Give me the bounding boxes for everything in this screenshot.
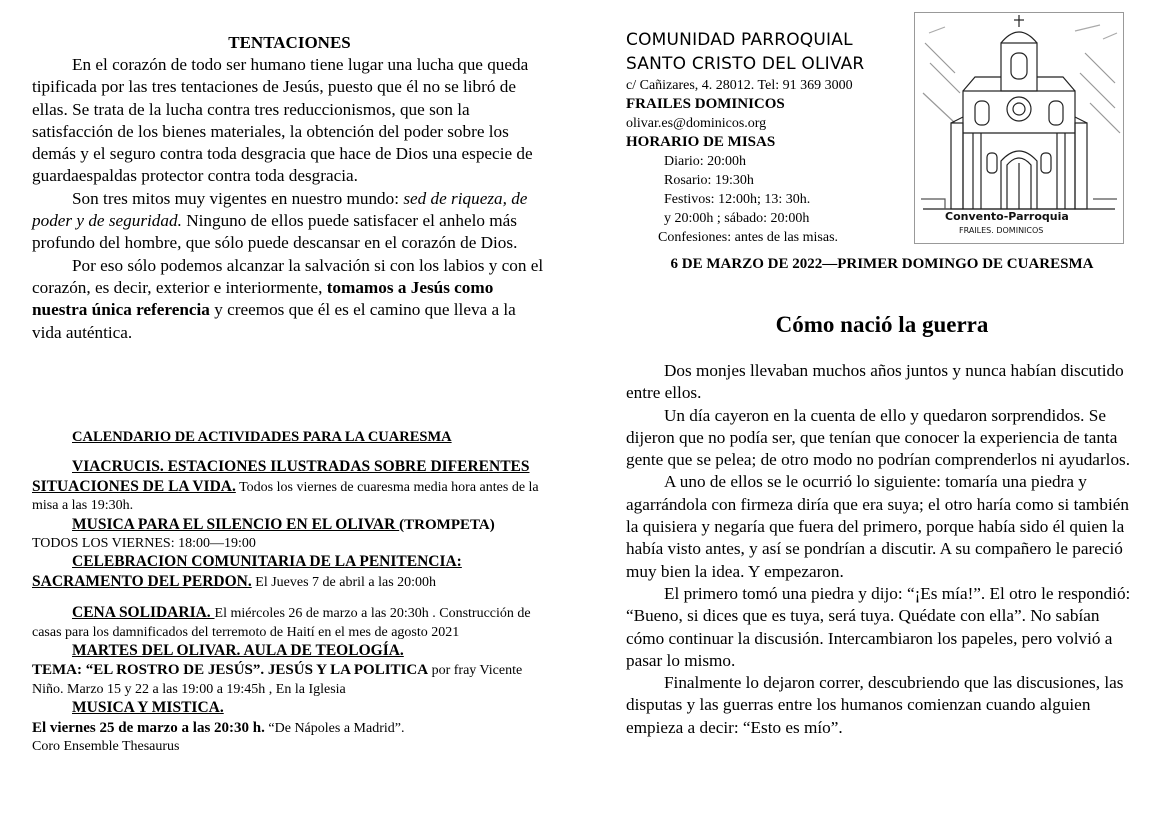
church-caption-2: FRAILES. DOMINICOS — [959, 226, 1044, 235]
paragraph: Dos monjes llevaban muchos años juntos y nunca habían discutido entre ellos. — [626, 361, 1124, 403]
cena-item: CENA SOLIDARIA. El miércoles 26 de marzo a las 20:30h . Construcción de casas para los damnificados del terremoto de Haití en el mes de agosto 2021 — [32, 604, 531, 640]
musica-mistica-item: El viernes 25 de marzo a las 20:30 h. “De Nápoles a Madrid”. — [32, 719, 405, 736]
tema-item: TEMA: “EL ROSTRO DE JESÚS”. JESÚS Y LA POLITICA por fray Vicente Niño. Marzo 15 y 22 a las 19:00 a 19:45h , En la Iglesia — [32, 662, 523, 697]
confesiones-line: Confesiones: antes de las misas. — [658, 230, 839, 245]
parish-header — [626, 28, 926, 247]
musica-item: MUSICA PARA EL SILENCIO EN EL OLIVAR (TROMPETA) — [72, 515, 495, 533]
story-text — [626, 360, 1138, 739]
hours-line: y 20:00h ; sábado: 20:00h — [664, 211, 810, 226]
email: olivar.es@dominicos.org — [626, 116, 767, 131]
date-line: 6 DE MARZO DE 2022—PRIMER DOMINGO DE CUARESMA — [670, 256, 1094, 272]
frailes-label: FRAILES DOMINICOS — [626, 96, 785, 112]
paragraph: Finalmente lo dejaron correr, descubriendo que las discusiones, las disputas y las guerras entre los humanos comienzan cuando alguien empieza a decir: “Esto es mío”. — [626, 673, 1124, 737]
church-drawing-icon — [915, 13, 1123, 243]
story-title: Cómo nació la guerra — [775, 312, 989, 337]
martes-title: MARTES DEL OLIVAR. AULA DE TEOLOGÍA. — [72, 642, 404, 660]
hours-line: Rosario: 19:30h — [664, 173, 754, 188]
musica-mistica-title: MUSICA Y MISTICA. — [72, 699, 224, 717]
paragraph: A uno de ellos se le ocurrió lo siguiente: tomaría una piedra y agarrándola con firmeza diría que era suya; el otro haría como si también la quisiera y negaría que fuera del primero, porque había sido él quien la había visto antes, y así se pondrían a discutir. A su compañero le pareció muy bien la idea. Y empezaron. — [626, 472, 1129, 581]
address: c/ Cañizares, 4. 28012. Tel: 91 369 3000 — [626, 78, 853, 93]
hours-line: Festivos: 12:00h; 13: 30h. — [664, 192, 811, 207]
celebracion-item: CELEBRACION COMUNITARIA DE LA PENITENCIA: SACRAMENTO DEL PERDON. El Jueves 7 de abril a las 20:00h — [32, 553, 462, 590]
paragraph: Un día cayeron en la cuenta de ello y quedaron sorprendidos. Se dijeron que no podía ser, que tenían que conocer la experiencia de tanta gente que se pelea; de otro modo no podrían comprenderlos ni ayudarlos. — [626, 405, 1131, 470]
horario-label: HORARIO DE MISAS — [626, 134, 776, 150]
section-heading-tentaciones: TENTACIONES — [228, 33, 351, 52]
org-name-1: COMUNIDAD PARROQUIAL — [626, 30, 853, 50]
calendar-heading: CALENDARIO DE ACTIVIDADES PARA LA CUARESMA — [72, 429, 452, 445]
musica-text: TODOS LOS VIERNES: 18:00—19:00 — [32, 536, 256, 552]
org-name-2: SANTO CRISTO DEL OLIVAR — [626, 54, 865, 74]
church-caption-1: Convento-Parroquia — [945, 210, 1069, 223]
paragraph: El primero tomó una piedra y dijo: “¡Es mía!”. El otro le respondió: “Bueno, si dices que es tuya, será tuya. Quédate con ella”. No sabían cómo continuar la discusión. Intercambiaron los papeles, pero volvió a pasar lo mismo. — [626, 583, 1131, 670]
paragraph: Son tres mitos muy vigentes en nuestro mundo: sed de riqueza, de poder y de seguridad. Ninguno de ellos puede satisfacer el anhelo más profundo del hombre, que sólo puede descansar en el corazón de Dios. — [32, 188, 528, 253]
church-illustration — [914, 12, 1124, 244]
viacrucis-item: VIACRUCIS. ESTACIONES ILUSTRADAS SOBRE DIFERENTES SITUACIONES DE LA VIDA. Todos los viernes de cuaresma media hora antes de la misa a las 19:30h. — [32, 458, 539, 514]
tentaciones-text — [32, 54, 547, 344]
paragraph: Por eso sólo podemos alcanzar la salvación si con los labios y con el corazón, es decir, exterior e interiormente, tomamos a Jesús como nuestra única referencia y creemos que él es el camino que lleva a la vida auténtica. — [32, 255, 544, 342]
calendar-section — [32, 428, 552, 757]
paragraph: En el corazón de todo ser humano tiene lugar una lucha que queda tipificada por las tres tentaciones de Jesús, puesto que él no se libró de ellas. Se trata de la lucha contra tres reduccionismos, que son la satisfacción de los bienes materiales, la obtención del poder sobre los demás y el seguro contra toda desgracia que hace de Dios una especie de guardaespaldas protector contra toda desgracia. — [32, 55, 533, 186]
coro-text: Coro Ensemble Thesaurus — [32, 739, 180, 755]
hours-line: Diario: 20:00h — [664, 154, 747, 169]
